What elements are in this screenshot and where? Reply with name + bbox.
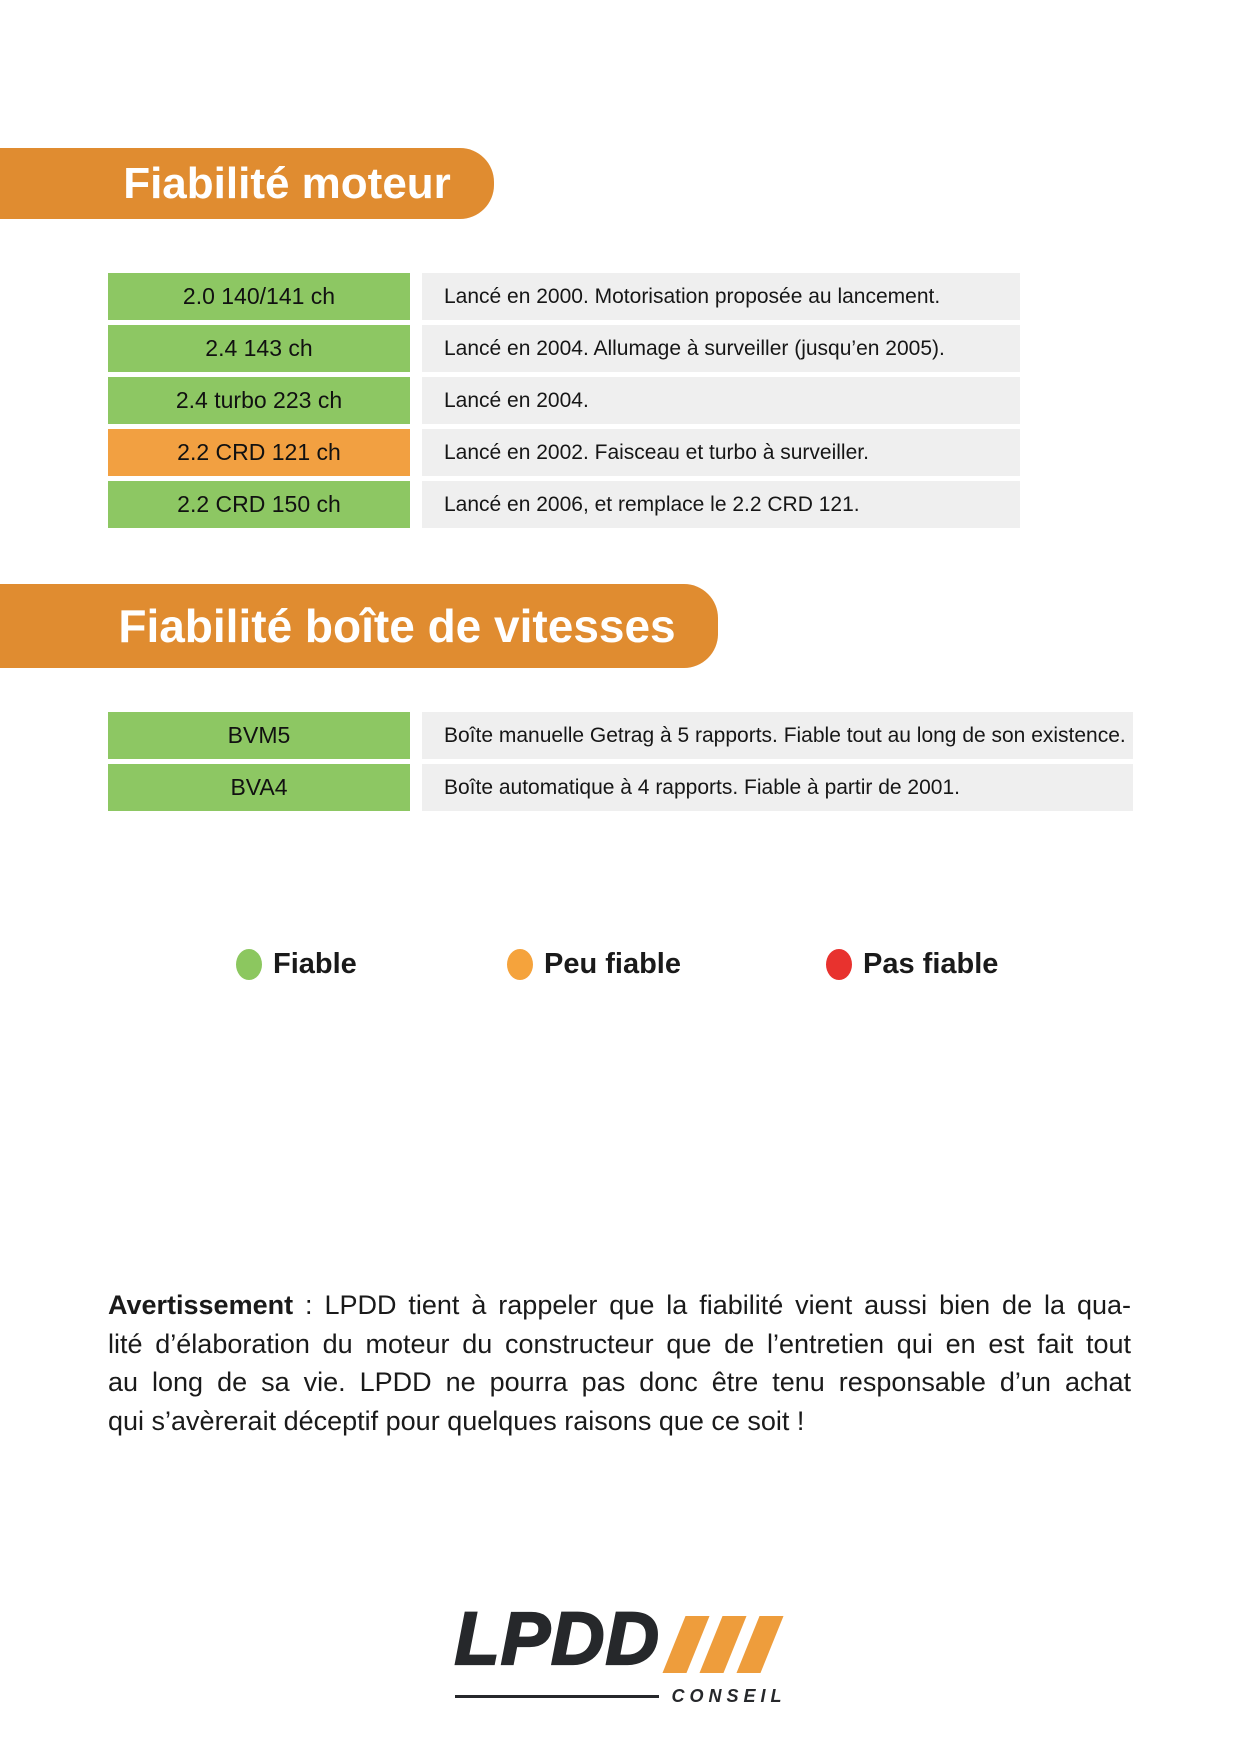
logo-slash-icon: [736, 1616, 783, 1673]
gearbox-row-label: BVM5: [108, 712, 410, 759]
reliability-legend: [0, 946, 1241, 986]
warning-line: lité d’élaboration du moteur du constructeur que de l’entretien qui en est fait tout: [108, 1328, 1131, 1359]
engine-row-label: 2.2 CRD 150 ch: [108, 481, 410, 528]
engine-row-label: 2.4 143 ch: [108, 325, 410, 372]
warning-paragraph: [108, 1286, 1131, 1440]
logo-underline: [455, 1695, 660, 1698]
legend-dot-icon: [236, 949, 262, 980]
engine-row: [108, 377, 1020, 424]
engine-table: [108, 273, 1020, 528]
logo-top: [454, 1597, 787, 1680]
logo-lpdd: LPDD: [454, 1597, 660, 1680]
engine-row-description: Lancé en 2000. Motorisation proposée au lancement.: [422, 273, 1020, 320]
gearbox-row: [108, 712, 1133, 759]
gearbox-row-description: Boîte manuelle Getrag à 5 rapports. Fiable tout au long de son existence.: [422, 712, 1133, 759]
engine-row-description: Lancé en 2004. Allumage à surveiller (jusqu’en 2005).: [422, 325, 1020, 372]
logo: [454, 1597, 787, 1707]
engine-row-description: Lancé en 2002. Faisceau et turbo à surveiller.: [422, 429, 1020, 476]
engine-row: [108, 273, 1020, 320]
gearbox-row-description: Boîte automatique à 4 rapports. Fiable à partir de 2001.: [422, 764, 1133, 811]
legend-item: [236, 946, 357, 982]
legend-dot-icon: [826, 949, 852, 980]
logo-slashes-icon: [674, 1616, 772, 1673]
gearbox-row-label: BVA4: [108, 764, 410, 811]
engine-row: [108, 481, 1020, 528]
engine-row-description: Lancé en 2006, et remplace le 2.2 CRD 121.: [422, 481, 1020, 528]
engine-row: [108, 429, 1020, 476]
legend-item: [826, 946, 998, 982]
engine-row: [108, 325, 1020, 372]
warning-line: Avertissement : LPDD tient à rappeler que la fiabilité vient aussi bien de la qua-: [108, 1290, 1131, 1320]
legend-item: [507, 946, 681, 982]
gearbox-row: [108, 764, 1133, 811]
engine-row-label: 2.2 CRD 121 ch: [108, 429, 410, 476]
warning-line: qui s’avèrerait déceptif pour quelques raisons que ce soit !: [108, 1405, 805, 1436]
section-title-gearbox: Fiabilité boîte de vitesses: [118, 600, 676, 652]
section-banner-gearbox: [0, 584, 718, 668]
legend-label: Pas fiable: [863, 947, 999, 980]
warning-label: Avertissement: [108, 1290, 294, 1320]
legend-label: Fiable: [273, 947, 357, 980]
logo-bottom: [455, 1686, 787, 1707]
logo-tagline: CONSEIL: [671, 1686, 787, 1706]
legend-dot-icon: [507, 949, 533, 980]
engine-row-description: Lancé en 2004.: [422, 377, 1020, 424]
legend-label: Peu fiable: [544, 947, 681, 980]
engine-row-label: 2.4 turbo 223 ch: [108, 377, 410, 424]
gearbox-table: [108, 712, 1133, 811]
section-title-engine: Fiabilité moteur: [123, 158, 451, 208]
section-banner-engine: [0, 148, 494, 219]
engine-row-label: 2.0 140/141 ch: [108, 273, 410, 320]
warning-line: au long de sa vie. LPDD ne pourra pas donc être tenu responsable d’un achat: [108, 1367, 1131, 1397]
